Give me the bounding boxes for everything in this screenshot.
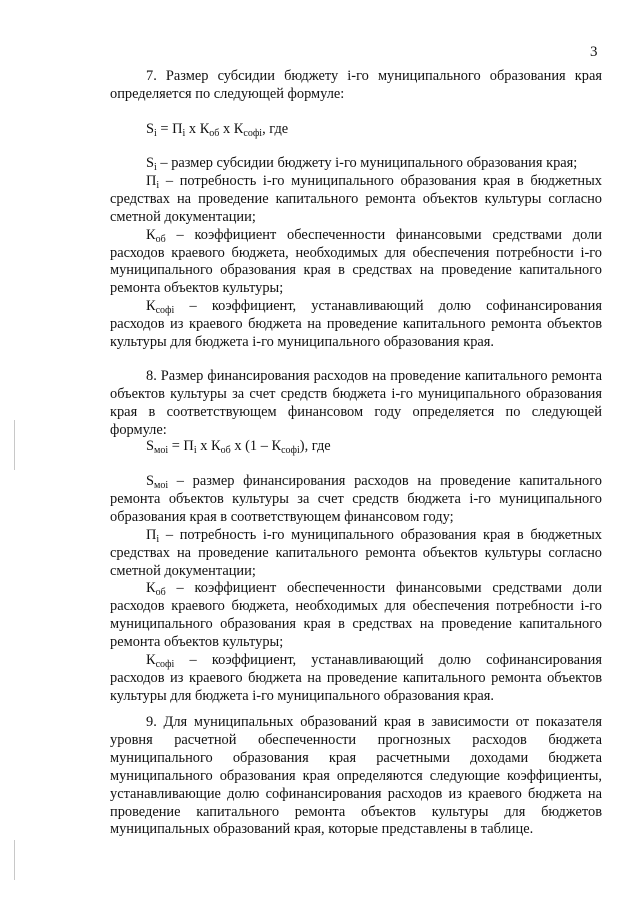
- section-8-definitions: [110, 473, 602, 706]
- definition-ksofi: $К_{софi}$ – коэффициент, устанавливающий долю софинансирования расходов из краевого бюджета на проведение капитального ремонта объектов культуры для бюджета i-го муниципального образования края.: [110, 298, 602, 351]
- definition-si: $S_i$ – размер субсидии бюджету i-го муниципального образования края;: [146, 155, 578, 173]
- section-9: 9. Для муниципальных образований края в зависимости от показателя уровня расчетной обеспеченности прогнозных расходов бюджета муниципального образования края расчетными доходами бюджета муниципального образования края определяются следующие коэффициенты, устанавливающие долю софинансирования расходов из краевого бюджета на проведение капитального ремонта объектов культуры для бюджетов муниципальных образований края, которые представлены в таблице.: [110, 714, 602, 838]
- definition-pi: $П_i$ – потребность i-го муниципального образования края в бюджетных средствах на проведение капитального ремонта объектов культуры согласно сметной документации;: [110, 526, 602, 579]
- scan-margin-mark: [14, 840, 15, 880]
- definition-kob: $К_{об}$ – коэффициент обеспеченности финансовыми средствами доли расходов краевого бюджета, необходимых для обеспечения потребности i-го муниципального образования края в средствах на проведение капитального ремонта объектов культуры;: [110, 226, 602, 297]
- section-8-intro: 8. Размер финансирования расходов на проведение капитального ремонта объектов культуры за счет средств бюджета i-го муниципального образования края в соответствующем финансовом году определяется по следующей формуле:: [110, 368, 602, 438]
- page-number: 3: [590, 44, 598, 60]
- definition-ksofi: $К_{софi}$ – коэффициент, устанавливающий долю софинансирования расходов из краевого бюджета на проведение капитального ремонта объектов культуры для бюджета i-го муниципального образования края.: [110, 652, 602, 704]
- definition-kob: $К_{об}$ – коэффициент обеспеченности финансовыми средствами доли расходов краевого бюджета, необходимых для обеспечения потребности i-го муниципального образования края в средствах на проведение капитального ремонта объектов культуры;: [110, 580, 602, 651]
- definition-pi: $П_i$ – потребность i-го муниципального образования края в бюджетных средствах на проведение капитального ремонта объектов культуры согласно сметной документации;: [110, 172, 602, 225]
- definition-smoi: $S_{моi}$ – размер финансирования расходов на проведение капитального ремонта объектов культуры за счет средств бюджета i-го муниципального образования края в соответствующем финансовом году;: [110, 473, 602, 525]
- formula-subsidy: $S_i = П_i$ х $К_{об}$ х $К_{софi}$, где: [146, 121, 289, 139]
- section-7-intro: 7. Размер субсидии бюджету i-го муниципального образования края определяется по следующей формуле:: [110, 68, 602, 102]
- section-7-definitions: [110, 155, 602, 352]
- scan-margin-mark: [14, 420, 15, 470]
- formula-financing: $S_{моi} = П_i$ х $К_{об}$ х $(1 - К_{софi})$, где: [146, 438, 331, 456]
